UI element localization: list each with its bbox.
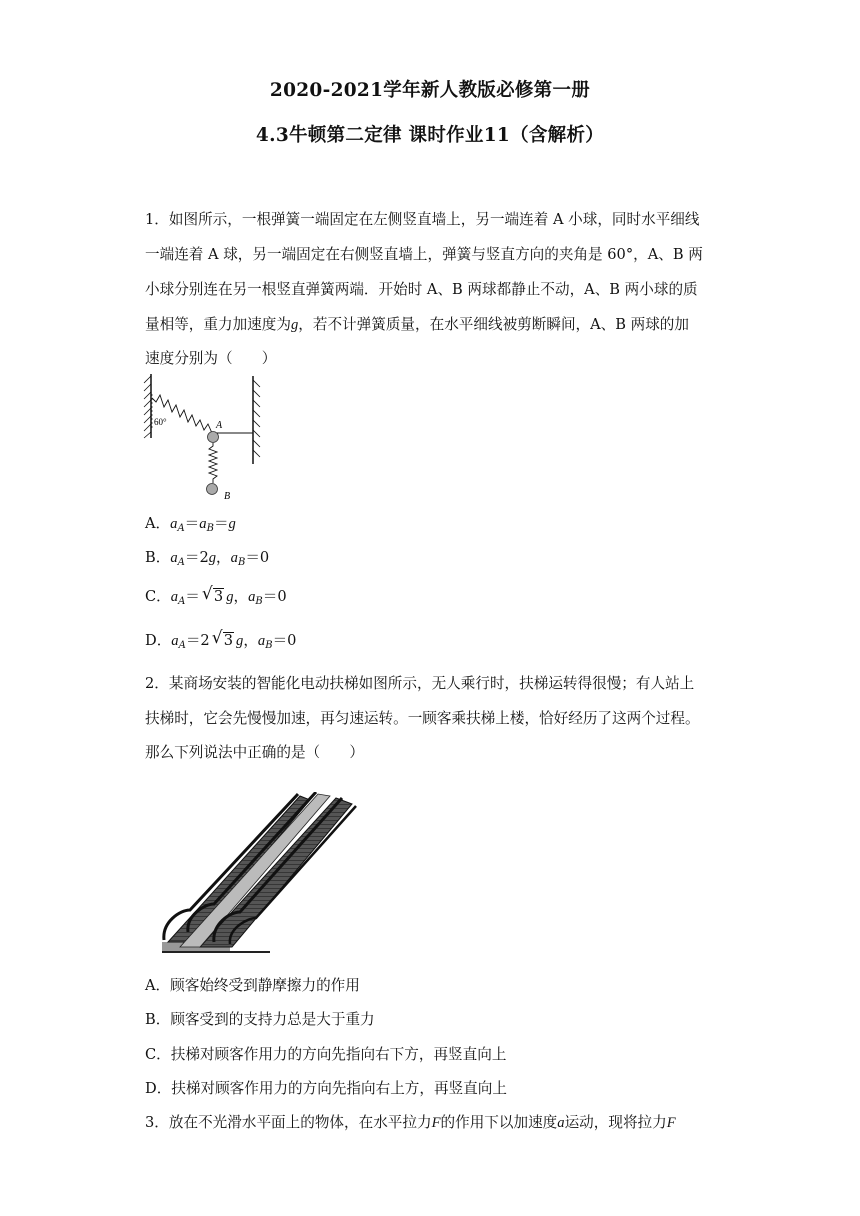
q2-text-line2: 扶梯时，它会先慢慢加速，再匀速运转。一顾客乘扶梯上楼，恰好经历了这两个过程。: [145, 710, 700, 727]
q2-option-b: B．顾客受到的支持力总是大于重力: [145, 1011, 375, 1028]
q2-option-d: D．扶梯对顾客作用力的方向先指向右上方，再竖直向上: [145, 1080, 507, 1097]
spring-figure: [142, 370, 272, 502]
q2-option-c: C．扶梯对顾客作用力的方向先指向右下方，再竖直向上: [145, 1046, 507, 1063]
sqrt-symbol: √ 3: [201, 584, 224, 605]
q1-option-d: D．$a_A=2$ √ 3 g，$a_B=0$: [145, 628, 297, 651]
q1-text-line4: 量相等，重力加速度为g，若不计弹簧质量，在水平细线被剪断瞬间，A、B 两球的加: [145, 316, 689, 333]
q2-text-line1: 2．某商场安装的智能化电动扶梯如图所示，无人乘行时，扶梯运转得很慢；有人站上: [145, 675, 695, 692]
q1-option-c: C．$a_A=$ √ 3 g，$a_B=0$: [145, 584, 287, 607]
escalator-image: [160, 792, 360, 957]
q2-text-line3: 那么下列说法中正确的是（ ）: [145, 744, 364, 761]
angle-label: 60°: [154, 417, 167, 427]
document-title-line1: 2020-2021学年新人教版必修第一册: [269, 80, 591, 101]
q1-text-line3: 小球分别连在另一根竖直弹簧两端．开始时 A、B 两球都静止不动，A、B 两小球的质: [145, 281, 698, 298]
sqrt-symbol: √ 3: [211, 628, 234, 649]
q1-text-line1: 1．如图所示，一根弹簧一端固定在左侧竖直墙上，另一端连着 A 小球，同时水平细线: [145, 211, 700, 228]
document-title-line2: 4.3牛顿第二定律 课时作业11（含解析）: [255, 125, 605, 146]
q2-option-a: A．顾客始终受到静摩擦力的作用: [145, 977, 360, 994]
q1-option-b: B．$a_A=2g$，$a_B=0$: [145, 549, 270, 568]
ball-b-label: B: [224, 491, 231, 502]
ball-a-label: A: [216, 420, 223, 431]
q1-option-a: A．$a_A=a_B=g$: [145, 515, 236, 534]
q1-text-line5: 速度分别为（ ）: [145, 350, 277, 367]
q3-text-line1: 3．放在不光滑水平面上的物体，在水平拉力F的作用下以加速度a运动，现将拉力F: [145, 1114, 676, 1131]
q1-text-line2: 一端连着 A 球，另一端固定在右侧竖直墙上，弹簧与竖直方向的夹角是 60°，A、B 两: [145, 246, 703, 263]
